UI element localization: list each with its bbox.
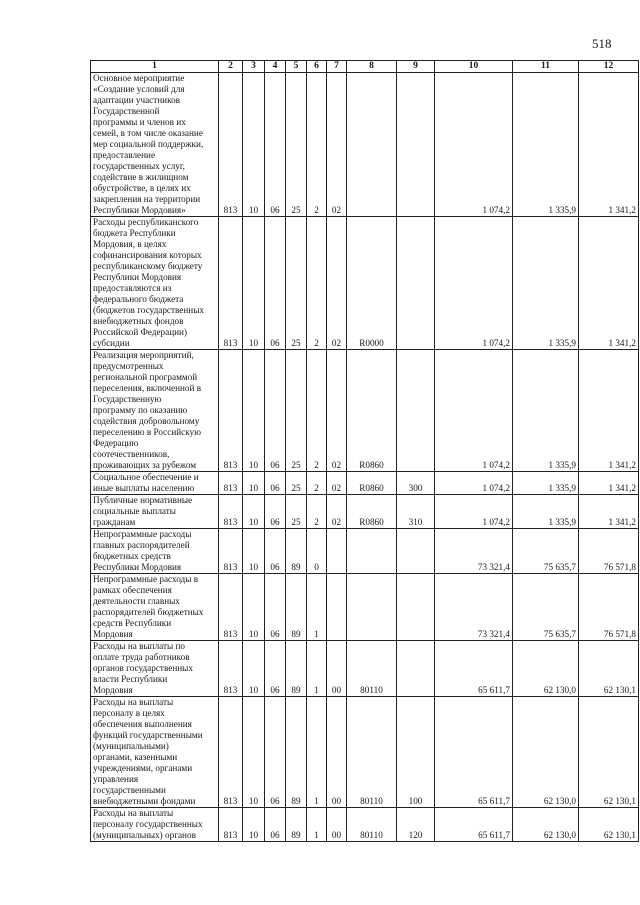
cell-direction: R0000 <box>347 217 397 350</box>
cell-amount-year3: 62 130,1 <box>579 641 639 697</box>
row-name: Непрограммные расходы главных распорядителей бюджетных средств Республики Мордовия <box>91 529 219 574</box>
cell-direction <box>347 73 397 217</box>
cell-amount-year1: 1 074,2 <box>435 350 513 472</box>
cell-expense-type: 310 <box>397 495 435 529</box>
cell-subprogram: 2 <box>307 350 327 472</box>
column-header: 8 <box>347 61 397 73</box>
cell-ministry-code: 813 <box>219 350 243 472</box>
table-row <box>91 808 639 842</box>
cell-activity: 02 <box>327 350 347 472</box>
cell-activity: 02 <box>327 73 347 217</box>
cell-expense-type: 300 <box>397 472 435 495</box>
cell-section: 10 <box>243 574 265 641</box>
table-row <box>91 697 639 808</box>
cell-section: 10 <box>243 808 265 842</box>
cell-amount-year3: 1 341,2 <box>579 350 639 472</box>
cell-program: 89 <box>286 574 307 641</box>
cell-subprogram: 0 <box>307 529 327 574</box>
cell-program: 25 <box>286 495 307 529</box>
cell-subsection: 06 <box>265 472 286 495</box>
cell-amount-year2: 62 130,0 <box>513 697 579 808</box>
cell-amount-year3: 76 571,8 <box>579 529 639 574</box>
cell-subsection: 06 <box>265 697 286 808</box>
row-name: Публичные нормативные социальные выплаты гражданам <box>91 495 219 529</box>
cell-expense-type <box>397 73 435 217</box>
cell-activity: 02 <box>327 472 347 495</box>
cell-ministry-code: 813 <box>219 697 243 808</box>
row-name: Социальное обеспечение и иные выплаты населению <box>91 472 219 495</box>
table-row <box>91 495 639 529</box>
cell-section: 10 <box>243 217 265 350</box>
cell-amount-year1: 73 321,4 <box>435 529 513 574</box>
cell-section: 10 <box>243 495 265 529</box>
cell-direction <box>347 574 397 641</box>
cell-section: 10 <box>243 529 265 574</box>
row-name: Расходы на выплаты персоналу в целях обеспечения выполнения функций государственными (муниципальными) органами, казенными учреждениями, органами управления государственными внебюджетными фондами <box>91 697 219 808</box>
cell-amount-year2: 1 335,9 <box>513 73 579 217</box>
cell-amount-year3: 1 341,2 <box>579 217 639 350</box>
table-row <box>91 73 639 217</box>
cell-program: 25 <box>286 217 307 350</box>
cell-amount-year2: 75 635,7 <box>513 529 579 574</box>
column-header: 11 <box>513 61 579 73</box>
cell-ministry-code: 813 <box>219 217 243 350</box>
cell-amount-year2: 1 335,9 <box>513 472 579 495</box>
table-row <box>91 574 639 641</box>
cell-subsection: 06 <box>265 73 286 217</box>
cell-amount-year2: 1 335,9 <box>513 217 579 350</box>
cell-subprogram: 2 <box>307 217 327 350</box>
column-header: 2 <box>219 61 243 73</box>
cell-program: 89 <box>286 697 307 808</box>
cell-amount-year3: 1 341,2 <box>579 495 639 529</box>
cell-ministry-code: 813 <box>219 574 243 641</box>
header-row <box>91 61 639 73</box>
cell-section: 10 <box>243 697 265 808</box>
cell-activity: 00 <box>327 641 347 697</box>
table-row <box>91 529 639 574</box>
cell-expense-type: 100 <box>397 697 435 808</box>
cell-amount-year2: 75 635,7 <box>513 574 579 641</box>
cell-amount-year3: 76 571,8 <box>579 574 639 641</box>
cell-direction: 80110 <box>347 697 397 808</box>
cell-amount-year1: 65 611,7 <box>435 808 513 842</box>
cell-subprogram: 1 <box>307 574 327 641</box>
cell-expense-type <box>397 574 435 641</box>
cell-activity: 02 <box>327 495 347 529</box>
cell-direction: 80110 <box>347 808 397 842</box>
cell-direction: R0860 <box>347 495 397 529</box>
cell-expense-type <box>397 217 435 350</box>
cell-direction: R0860 <box>347 472 397 495</box>
cell-section: 10 <box>243 73 265 217</box>
cell-amount-year1: 1 074,2 <box>435 495 513 529</box>
cell-amount-year1: 73 321,4 <box>435 574 513 641</box>
column-header: 9 <box>397 61 435 73</box>
cell-amount-year1: 65 611,7 <box>435 641 513 697</box>
table-row <box>91 350 639 472</box>
cell-expense-type <box>397 641 435 697</box>
cell-amount-year3: 62 130,1 <box>579 808 639 842</box>
cell-amount-year2: 62 130,0 <box>513 808 579 842</box>
cell-direction: R0860 <box>347 350 397 472</box>
cell-program: 25 <box>286 73 307 217</box>
row-name: Реализация мероприятий, предусмотренных региональной программой переселения, включенной в Государственную программу по оказанию содействия добровольному переселению в Российскую Федерацию соотечественников, проживающих за рубежом <box>91 350 219 472</box>
cell-subprogram: 2 <box>307 495 327 529</box>
cell-activity <box>327 529 347 574</box>
column-header: 5 <box>286 61 307 73</box>
row-name: Непрограммные расходы в рамках обеспечения деятельности главных распорядителей бюджетных средств Республики Мордовия <box>91 574 219 641</box>
column-header: 10 <box>435 61 513 73</box>
cell-amount-year2: 1 335,9 <box>513 495 579 529</box>
cell-ministry-code: 813 <box>219 73 243 217</box>
cell-activity: 02 <box>327 217 347 350</box>
cell-section: 10 <box>243 641 265 697</box>
cell-subprogram: 1 <box>307 641 327 697</box>
cell-direction: 80110 <box>347 641 397 697</box>
column-header: 1 <box>91 61 219 73</box>
cell-program: 89 <box>286 808 307 842</box>
cell-amount-year2: 62 130,0 <box>513 641 579 697</box>
cell-expense-type <box>397 350 435 472</box>
cell-direction <box>347 529 397 574</box>
page-number: 518 <box>592 36 612 51</box>
cell-ministry-code: 813 <box>219 529 243 574</box>
row-name: Расходы на выплаты персоналу государственных (муниципальных) органов <box>91 808 219 842</box>
cell-section: 10 <box>243 350 265 472</box>
cell-program: 25 <box>286 350 307 472</box>
cell-subprogram: 1 <box>307 697 327 808</box>
cell-ministry-code: 813 <box>219 495 243 529</box>
cell-activity: 00 <box>327 697 347 808</box>
cell-amount-year1: 1 074,2 <box>435 472 513 495</box>
cell-amount-year1: 65 611,7 <box>435 697 513 808</box>
cell-subsection: 06 <box>265 495 286 529</box>
cell-ministry-code: 813 <box>219 472 243 495</box>
cell-amount-year2: 1 335,9 <box>513 350 579 472</box>
budget-table <box>90 60 639 842</box>
row-name: Расходы республиканского бюджета Республики Мордовия, в целях софинансирования которых республиканскому бюджету Республики Мордовия предоставляются из федерального бюджета (бюджетов государственных внебюджетных фондов Российской Федерации) субсидии <box>91 217 219 350</box>
cell-subsection: 06 <box>265 641 286 697</box>
table-row <box>91 641 639 697</box>
column-header: 4 <box>265 61 286 73</box>
cell-subsection: 06 <box>265 529 286 574</box>
cell-ministry-code: 813 <box>219 808 243 842</box>
cell-amount-year3: 1 341,2 <box>579 472 639 495</box>
cell-ministry-code: 813 <box>219 641 243 697</box>
column-header: 7 <box>327 61 347 73</box>
column-header: 6 <box>307 61 327 73</box>
cell-subprogram: 2 <box>307 472 327 495</box>
table-row <box>91 217 639 350</box>
cell-subsection: 06 <box>265 217 286 350</box>
cell-program: 25 <box>286 472 307 495</box>
cell-amount-year1: 1 074,2 <box>435 217 513 350</box>
cell-amount-year3: 1 341,2 <box>579 73 639 217</box>
cell-subsection: 06 <box>265 350 286 472</box>
cell-program: 89 <box>286 529 307 574</box>
cell-subprogram: 1 <box>307 808 327 842</box>
row-name: Расходы на выплаты по оплате труда работников органов государственных власти Республики Мордовия <box>91 641 219 697</box>
cell-amount-year1: 1 074,2 <box>435 73 513 217</box>
cell-activity <box>327 574 347 641</box>
table-row <box>91 472 639 495</box>
cell-amount-year3: 62 130,1 <box>579 697 639 808</box>
cell-subsection: 06 <box>265 574 286 641</box>
column-header: 3 <box>243 61 265 73</box>
cell-expense-type <box>397 529 435 574</box>
cell-subprogram: 2 <box>307 73 327 217</box>
cell-activity: 00 <box>327 808 347 842</box>
cell-program: 89 <box>286 641 307 697</box>
cell-section: 10 <box>243 472 265 495</box>
cell-subsection: 06 <box>265 808 286 842</box>
cell-expense-type: 120 <box>397 808 435 842</box>
row-name: Основное мероприятие «Создание условий для адаптации участников Государственной программы и членов их семей, в том числе оказание мер социальной поддержки, предоставление государственных услуг, содействие в жилищном обустройстве, в целях их закрепления на территории Республики Мордовия» <box>91 73 219 217</box>
column-header: 12 <box>579 61 639 73</box>
